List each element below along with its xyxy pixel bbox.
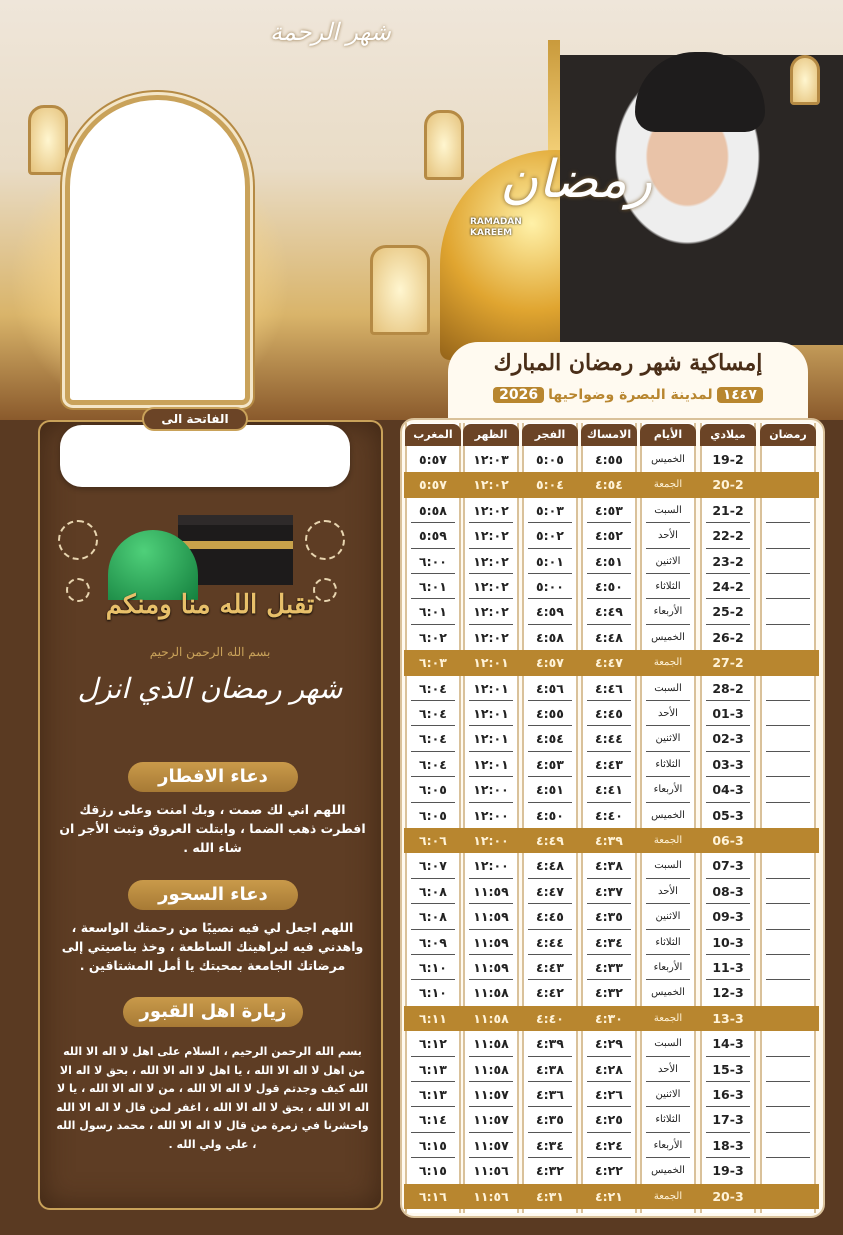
cell-day: الأحد	[646, 879, 690, 904]
cell-maghrib: ٥:٥٧	[419, 452, 447, 467]
suhoor-text: اللهم اجعل لي فيه نصيبًا من رحمتك الواسعة ، واهدني فيه لبراهينك الساطعة ، وخذ بناصيتي إلى مرضاتك الجامعة بمحبتك يا أمل المشتاقين .	[61, 920, 364, 973]
cell-dhuhr: ١٢:٠١	[469, 701, 513, 726]
cell-maghrib: ٦:١٤	[411, 1107, 455, 1132]
cell-gregorian: 05-3	[712, 807, 744, 823]
cell-fajr: ٥:٠٢	[528, 523, 572, 548]
cell-imsak: ٤:٣٣	[587, 955, 631, 980]
cell-fajr: ٥:٠٣	[528, 498, 572, 523]
cell-maghrib: ٥:٥٩	[411, 523, 455, 548]
cell-fajr: ٤:٤٧	[528, 879, 572, 904]
cell-gregorian: 01-3	[706, 701, 750, 726]
cell-maghrib: ٦:٠٢	[419, 629, 447, 645]
suhoor-title: دعاء السحور	[128, 880, 298, 910]
cell-dhuhr: ١٢:٠١	[469, 676, 513, 701]
cell-ramadan	[766, 1006, 810, 1031]
cell-day: الخميس	[651, 631, 685, 643]
cell-ramadan	[766, 523, 810, 548]
cell-dhuhr: ١٢:٠٢	[473, 477, 509, 493]
cell-gregorian: 02-3	[706, 726, 750, 751]
cell-ramadan	[766, 879, 810, 904]
cell-fajr: ٤:٣٢	[536, 1163, 564, 1179]
cell-imsak: ٤:٥٥	[595, 452, 623, 467]
cell-maghrib: ٦:١١	[419, 1010, 447, 1026]
cell-dhuhr: ١١:٥٨	[469, 1031, 513, 1056]
cell-ramadan	[766, 1133, 810, 1158]
page-title: إمساكية شهر رمضان المبارك	[493, 350, 763, 376]
cell-day: السبت	[646, 1031, 690, 1056]
cell-ramadan	[766, 904, 810, 929]
cell-ramadan	[766, 549, 810, 574]
cell-maghrib: ٦:٠١	[411, 574, 455, 599]
cell-ramadan	[766, 828, 810, 853]
name-banner	[60, 425, 350, 487]
cell-dhuhr: ١٢:٠٢	[469, 498, 513, 523]
shahr-calligraphy-logo: شهر الرحمة	[270, 18, 391, 46]
cell-imsak: ٤:٤٥	[587, 701, 631, 726]
cell-gregorian: 22-2	[706, 523, 750, 548]
cell-imsak: ٤:٣٨	[587, 853, 631, 878]
cell-fajr: ٤:٥٣	[528, 752, 572, 777]
cell-dhuhr: ١١:٥٩	[469, 879, 513, 904]
cell-ramadan	[766, 472, 810, 497]
cell-imsak: ٤:٥١	[587, 549, 631, 574]
cell-maghrib: ٦:٠٦	[419, 833, 447, 848]
cell-ramadan	[766, 777, 810, 802]
cell-imsak: ٤:٢١	[595, 1188, 623, 1204]
iftar-text: اللهم اني لك صمت ، وبك امنت وعلى رزقك افطرت ذهب الضما ، وابتلت العروق وثبت الأجر ان شاء الله .	[59, 802, 366, 855]
cell-maghrib: ٦:٠٥	[419, 807, 447, 823]
cell-imsak: ٤:٣٤	[587, 930, 631, 955]
cell-gregorian: 23-2	[706, 549, 750, 574]
cell-fajr: ٤:٥٩	[528, 599, 572, 624]
cell-dhuhr: ١٢:٠٣	[473, 452, 509, 467]
cell-dhuhr: ١٢:٠١	[469, 752, 513, 777]
cell-dhuhr: ١١:٥٦	[473, 1188, 509, 1204]
cell-fajr: ٤:٣٤	[528, 1133, 572, 1158]
cell-day: الخميس	[651, 454, 685, 465]
cell-ramadan	[766, 599, 810, 624]
cell-ramadan	[766, 752, 810, 777]
cell-imsak: ٤:٤٦	[587, 676, 631, 701]
cell-ramadan	[766, 650, 810, 675]
cell-day: الخميس	[651, 1165, 685, 1177]
cell-day: الاثنين	[646, 1082, 690, 1107]
cell-fajr: ٤:٥١	[528, 777, 572, 802]
cell-day: الأربعاء	[646, 1133, 690, 1158]
cell-gregorian: 28-2	[706, 676, 750, 701]
cell-ramadan	[766, 980, 810, 1005]
cell-day: الجمعة	[653, 835, 683, 846]
cell-fajr: ٤:٤٥	[528, 904, 572, 929]
cell-day: السبت	[646, 676, 690, 701]
cell-ramadan	[766, 955, 810, 980]
cell-dhuhr: ١١:٥٦	[473, 1163, 509, 1179]
cell-ramadan	[766, 676, 810, 701]
cell-ramadan	[766, 1057, 810, 1082]
cell-gregorian: 21-2	[706, 498, 750, 523]
cell-maghrib: ٥:٥٨	[411, 498, 455, 523]
cell-imsak: ٤:٤٧	[595, 655, 623, 671]
cell-gregorian: 15-3	[706, 1057, 750, 1082]
cell-dhuhr: ١٢:٠٢	[469, 599, 513, 624]
cell-gregorian: 20-3	[712, 1188, 744, 1204]
cell-gregorian: 12-3	[712, 985, 744, 1001]
subtitle	[448, 387, 808, 403]
header-dhuhr: الظهر	[463, 424, 519, 446]
cell-ramadan	[766, 498, 810, 523]
cell-imsak: ٤:٥٤	[595, 477, 623, 493]
cell-maghrib: ٦:٠٨	[411, 904, 455, 929]
lantern-icon	[370, 245, 430, 335]
cell-dhuhr: ١٢:٠٢	[469, 549, 513, 574]
cell-imsak: ٤:٣٥	[587, 904, 631, 929]
cell-fajr: ٤:٤٨	[528, 853, 572, 878]
cell-maghrib: ٥:٥٧	[419, 477, 447, 493]
cell-fajr: ٤:٥٧	[536, 655, 564, 671]
cell-dhuhr: ١٢:٠٢	[469, 574, 513, 599]
cell-fajr: ٤:٤٩	[536, 833, 564, 848]
cell-dhuhr: ١١:٥٨	[469, 1057, 513, 1082]
cell-ramadan	[766, 803, 810, 828]
header-day: الأيام	[640, 424, 696, 446]
iftar-title: دعاء الافطار	[128, 762, 298, 792]
cell-gregorian: 14-3	[706, 1031, 750, 1056]
cell-imsak: ٤:٤١	[587, 777, 631, 802]
cell-ramadan	[766, 853, 810, 878]
header-maghrib: المغرب	[405, 424, 461, 446]
cell-day: الثلاثاء	[646, 1107, 690, 1132]
cell-maghrib: ٦:١٠	[419, 985, 447, 1001]
cell-maghrib: ٦:١٥	[419, 1163, 447, 1179]
cell-imsak: ٤:٤٠	[595, 807, 623, 823]
cell-imsak: ٤:٢٥	[587, 1107, 631, 1132]
cell-day: الأربعاء	[646, 599, 690, 624]
cell-dhuhr: ١٢:٠٠	[473, 807, 509, 823]
cell-dhuhr: ١١:٥٨	[473, 1010, 509, 1026]
cell-maghrib: ٦:٠٥	[411, 777, 455, 802]
cell-dhuhr: ١٢:٠١	[469, 726, 513, 751]
cell-dhuhr: ١٢:٠١	[473, 655, 509, 671]
cell-gregorian: 19-2	[712, 452, 744, 467]
cell-gregorian: 13-3	[712, 1010, 744, 1026]
cell-gregorian: 25-2	[706, 599, 750, 624]
cell-imsak: ٤:٤٩	[587, 599, 631, 624]
basmala: بسم الله الرحمن الرحيم	[149, 645, 271, 659]
cell-day: الجمعة	[653, 1190, 683, 1202]
cell-day: الثلاثاء	[646, 574, 690, 599]
cell-ramadan	[766, 1082, 810, 1107]
cell-gregorian: 07-3	[706, 853, 750, 878]
cell-dhuhr: ١٢:٠٠	[469, 853, 513, 878]
cell-dhuhr: ١٢:٠٠	[473, 833, 509, 848]
cell-maghrib: ٦:١٠	[411, 955, 455, 980]
cell-day: الأحد	[646, 1057, 690, 1082]
lantern-icon	[790, 55, 820, 105]
cell-imsak: ٤:٣٢	[595, 985, 623, 1001]
ornament-icon	[58, 520, 98, 560]
cell-ramadan	[766, 1184, 810, 1209]
cell-imsak: ٤:٥٠	[587, 574, 631, 599]
cell-fajr: ٤:٥٦	[528, 676, 572, 701]
cell-gregorian: 24-2	[706, 574, 750, 599]
cell-dhuhr: ١٢:٠٠	[469, 777, 513, 802]
cell-gregorian: 19-3	[712, 1163, 744, 1179]
cell-ramadan	[766, 726, 810, 751]
cell-maghrib: ٦:٠٤	[411, 752, 455, 777]
cell-gregorian: 10-3	[706, 930, 750, 955]
cell-fajr: ٤:٤٠	[536, 1010, 564, 1026]
cell-fajr: ٤:٤٤	[528, 930, 572, 955]
cell-ramadan	[766, 1158, 810, 1183]
cell-imsak: ٤:٢٨	[587, 1057, 631, 1082]
cell-maghrib: ٦:٠٤	[411, 701, 455, 726]
cell-day: الجمعة	[653, 479, 683, 491]
cell-maghrib: ٦:٠٤	[411, 726, 455, 751]
calligraphy-greeting: تقبل الله منا ومنكم	[105, 590, 315, 620]
cell-imsak: ٤:٢٦	[587, 1082, 631, 1107]
cell-fajr: ٥:٠١	[528, 549, 572, 574]
cell-fajr: ٥:٠٤	[536, 477, 564, 493]
cell-gregorian: 03-3	[706, 752, 750, 777]
cell-fajr: ٤:٣٩	[528, 1031, 572, 1056]
cell-maghrib: ٦:١٢	[411, 1031, 455, 1056]
cell-fajr: ٤:٣١	[536, 1188, 564, 1204]
cell-day: الأربعاء	[646, 777, 690, 802]
cell-ramadan	[766, 930, 810, 955]
cell-fajr: ٤:٥٠	[536, 807, 564, 823]
cell-maghrib: ٦:١٣	[411, 1057, 455, 1082]
cell-maghrib: ٦:٠١	[411, 599, 455, 624]
cell-maghrib: ٦:١٣	[411, 1082, 455, 1107]
cell-gregorian: 17-3	[706, 1107, 750, 1132]
cell-day: الاثنين	[646, 549, 690, 574]
cell-fajr: ٤:٤٣	[528, 955, 572, 980]
cell-maghrib: ٦:٠٤	[411, 676, 455, 701]
header-fajr: الفجر	[522, 424, 578, 446]
cell-maghrib: ٦:١٦	[419, 1188, 447, 1204]
hijri-year: ١٤٤٧	[717, 387, 763, 403]
cell-day: الثلاثاء	[646, 752, 690, 777]
cell-ramadan	[766, 701, 810, 726]
cell-imsak: ٤:٣٧	[587, 879, 631, 904]
header-gregorian: ميلادي	[700, 424, 756, 446]
header-ramadan: رمضان	[760, 424, 816, 446]
cell-ramadan	[766, 447, 810, 472]
cell-dhuhr: ١١:٥٩	[469, 955, 513, 980]
cell-imsak: ٤:٤٣	[587, 752, 631, 777]
gregorian-year: 2026	[493, 387, 544, 403]
cell-day: الأحد	[646, 701, 690, 726]
cell-dhuhr: ١١:٥٩	[469, 904, 513, 929]
photo-frame-arch	[65, 95, 250, 405]
cell-ramadan	[766, 574, 810, 599]
cell-ramadan	[766, 1031, 810, 1056]
cell-gregorian: 08-3	[706, 879, 750, 904]
cell-day: الأربعاء	[646, 955, 690, 980]
cell-imsak: ٤:٢٢	[595, 1163, 623, 1179]
ramadan-calligraphy-logo: رمضان	[500, 150, 653, 210]
lantern-icon	[28, 105, 68, 175]
cell-dhuhr: ١١:٥٧	[469, 1107, 513, 1132]
cell-maghrib: ٦:٠٣	[419, 655, 447, 671]
cell-fajr: ٤:٣٦	[528, 1082, 572, 1107]
city-label: لمدينة البصرة وضواحيها	[548, 387, 713, 403]
cell-imsak: ٤:٢٩	[587, 1031, 631, 1056]
cell-maghrib: ٦:٠٠	[411, 549, 455, 574]
shrine-spire	[548, 40, 560, 160]
fatiha-label: الفاتحة الى	[142, 407, 248, 431]
calligraphy-verse: شهر رمضان الذي انزل	[77, 672, 343, 705]
cell-day: السبت	[646, 853, 690, 878]
lantern-icon	[424, 110, 464, 180]
cell-imsak: ٤:٤٤	[587, 726, 631, 751]
cell-day: الثلاثاء	[646, 930, 690, 955]
cell-fajr: ٥:٠٥	[536, 452, 564, 467]
cell-imsak: ٤:٤٨	[595, 629, 623, 645]
cell-gregorian: 26-2	[712, 629, 744, 645]
cell-day: الاثنين	[646, 726, 690, 751]
cell-fajr: ٤:٥٤	[528, 726, 572, 751]
cell-gregorian: 11-3	[706, 955, 750, 980]
cell-ramadan	[766, 1107, 810, 1132]
ziyara-text: بسم الله الرحمن الرحيم ، السلام على اهل لا اله الا الله من اهل لا اله الا الله ، يا اهل لا اله الا الله ، بحق لا اله الا الله كيف وجدتم قول لا اله الا الله ، من لا اله الا الله ، يا لا اله الا الله ، بحق لا اله الا الله ، اغفر لمن قال لا اله الا الله واحشرنا في زمرة من قال لا اله الا الله ، محمد رسول الله ، علي ولي الله .	[55, 1045, 370, 1151]
cell-dhuhr: ١٢:٠٢	[473, 629, 509, 645]
cell-maghrib: ٦:١٥	[411, 1133, 455, 1158]
cell-dhuhr: ١١:٥٩	[469, 930, 513, 955]
cell-imsak: ٤:٥٣	[587, 498, 631, 523]
cell-dhuhr: ١٢:٠٢	[469, 523, 513, 548]
cell-fajr: ٤:٥٥	[528, 701, 572, 726]
cell-day: الخميس	[651, 809, 685, 821]
cell-gregorian: 16-3	[706, 1082, 750, 1107]
cell-dhuhr: ١١:٥٧	[469, 1082, 513, 1107]
cell-day: الخميس	[651, 987, 685, 999]
cell-imsak: ٤:٥٢	[587, 523, 631, 548]
cell-day: السبت	[646, 498, 690, 523]
cell-gregorian: 27-2	[712, 655, 744, 671]
cell-maghrib: ٦:٠٩	[411, 930, 455, 955]
cell-maghrib: ٦:٠٨	[411, 879, 455, 904]
cell-day: الجمعة	[653, 1012, 683, 1024]
cell-ramadan	[766, 625, 810, 650]
cell-fajr: ٤:٤٢	[536, 985, 564, 1001]
cell-day: الاثنين	[646, 904, 690, 929]
cell-fajr: ٤:٣٥	[528, 1107, 572, 1132]
cell-dhuhr: ١١:٥٨	[473, 985, 509, 1001]
ornament-icon	[305, 520, 345, 560]
cell-dhuhr: ١١:٥٧	[469, 1133, 513, 1158]
cell-gregorian: 18-3	[706, 1133, 750, 1158]
ramadan-kareem-label: RAMADAN KAREEM	[470, 217, 522, 238]
cell-gregorian: 20-2	[712, 477, 744, 493]
cell-imsak: ٤:٢٤	[587, 1133, 631, 1158]
cell-maghrib: ٦:٠٧	[411, 853, 455, 878]
cell-gregorian: 04-3	[706, 777, 750, 802]
cell-day: الأحد	[646, 523, 690, 548]
cell-gregorian: 09-3	[706, 904, 750, 929]
header-imsak: الامساك	[581, 424, 637, 446]
cell-imsak: ٤:٣٩	[595, 833, 623, 848]
cell-gregorian: 06-3	[712, 833, 744, 848]
cell-fajr: ٤:٣٨	[528, 1057, 572, 1082]
ziyara-title: زيارة اهل القبور	[123, 997, 303, 1027]
cell-imsak: ٤:٣٠	[595, 1010, 623, 1026]
cell-fajr: ٤:٥٨	[536, 629, 564, 645]
cell-day: الجمعة	[653, 657, 683, 669]
cell-fajr: ٥:٠٠	[528, 574, 572, 599]
